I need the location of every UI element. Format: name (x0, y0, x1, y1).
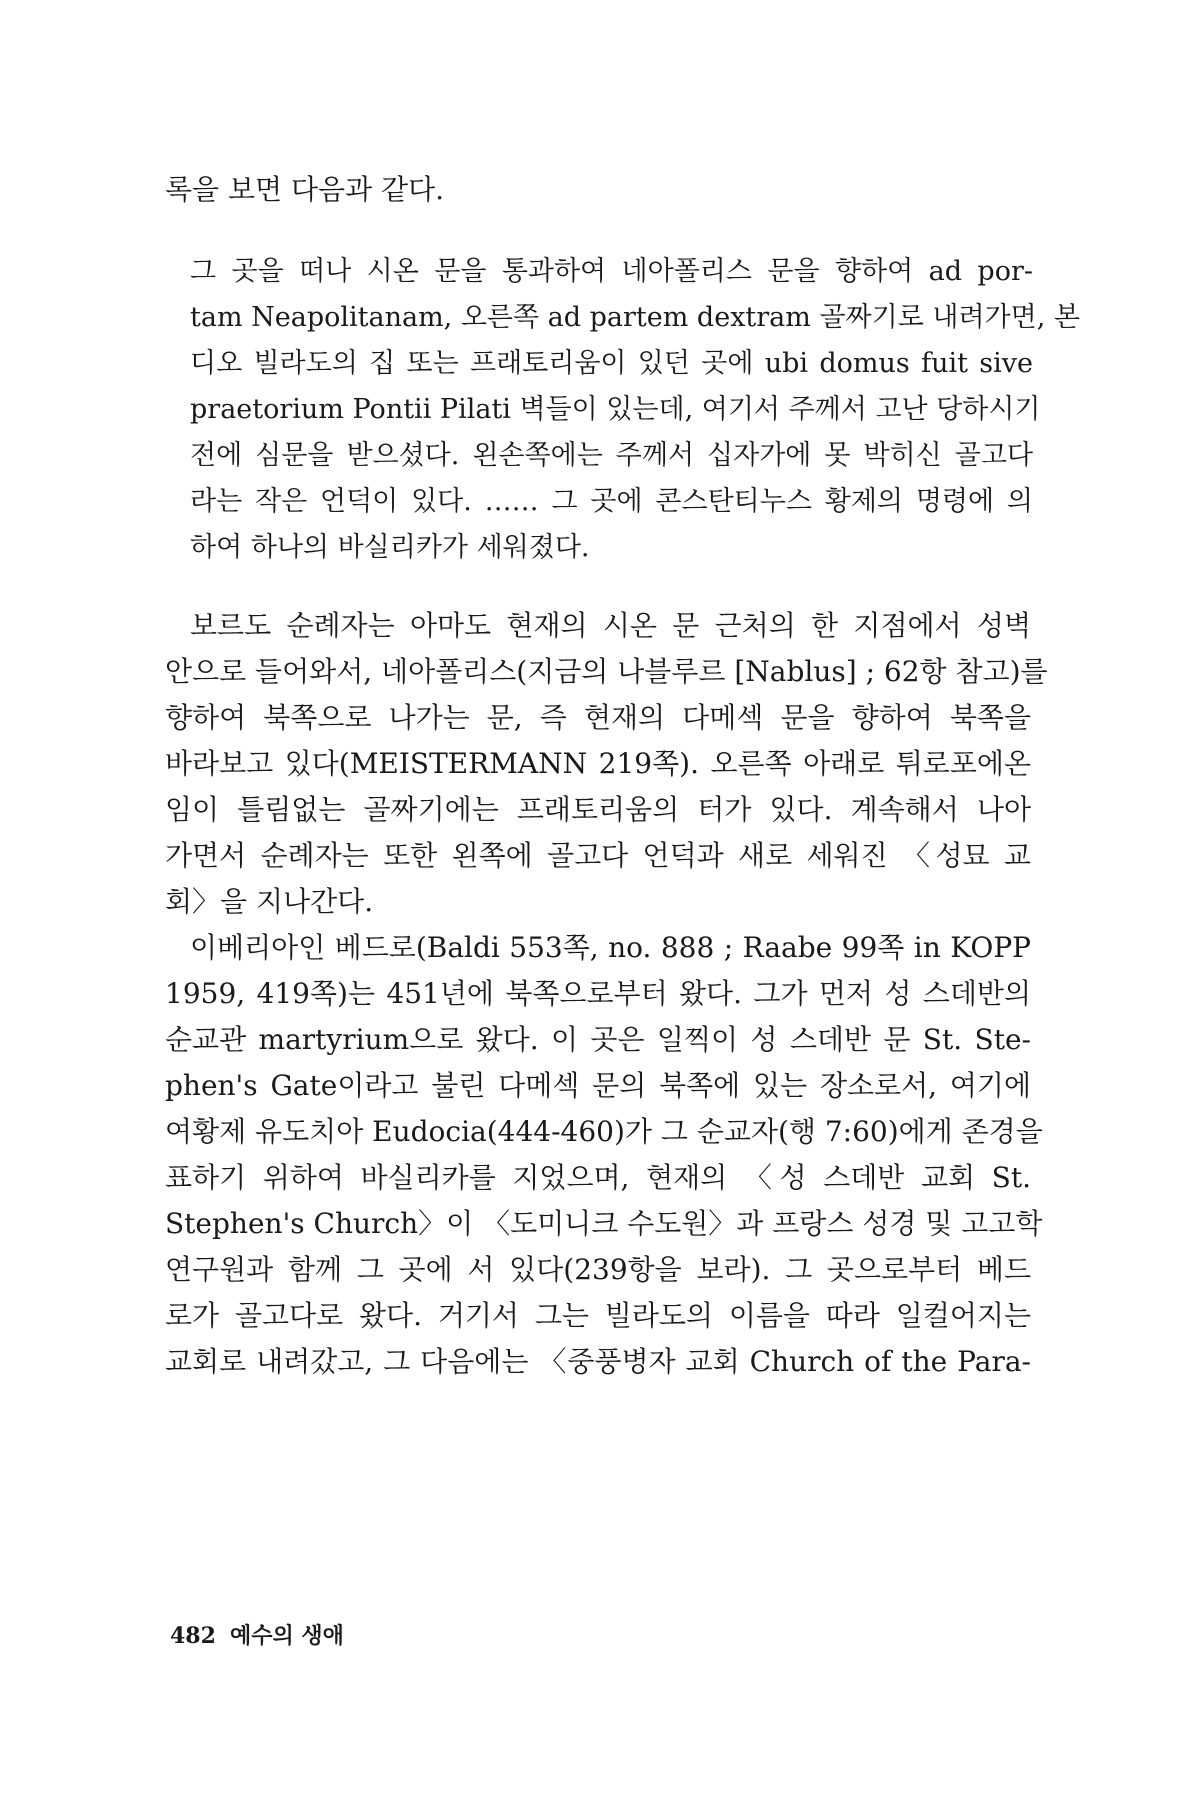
paragraph-line: 회〉을 지나간다. (165, 885, 374, 918)
paragraph-line: Stephen's Church〉이 〈도미니크 수도원〉과 프랑스 성경 및 고고학 (165, 1207, 1043, 1240)
paragraph-line: 순교관 martyrium으로 왔다. 이 곳은 일찍이 성 스데반 문 St. Ste- (165, 1023, 1031, 1056)
paragraph-line: 로가 골고다로 왔다. 거기서 그는 빌라도의 이름을 따라 일컬어지는 (165, 1299, 1031, 1332)
paragraph-line: 1959, 419쪽)는 451년에 북쪽으로부터 왔다. 그가 먼저 성 스데반의 (165, 977, 1031, 1010)
quote-line: praetorium Pontii Pilati 벽들이 있는데, 여기서 주께서 고난 당하시기 (190, 394, 1041, 425)
paragraph-line: 교회로 내려갔고, 그 다음에는 〈중풍병자 교회 Church of the Para- (165, 1345, 1031, 1378)
quote-line: 전에 심문을 받으셨다. 왼손쪽에는 주께서 십자가에 못 박히신 골고다 (190, 440, 1033, 471)
running-title: 예수의 생애 (229, 1624, 344, 1649)
quote-line: 그 곳을 떠나 시온 문을 통과하여 네아폴리스 문을 향하여 ad por- (190, 256, 1033, 287)
quote-line: tam Neapolitanam, 오른쪽 ad partem dextram 골짜기로 내려가면, 본 (190, 302, 1080, 333)
paragraph-line: 향하여 북쪽으로 나가는 문, 즉 현재의 다메섹 문을 향하여 북쪽을 (165, 701, 1031, 734)
page-footer (170, 1620, 344, 1653)
paragraph-line: phen's Gate이라고 불린 다메섹 문의 북쪽에 있는 장소로서, 여기에 (165, 1069, 1031, 1102)
paragraph-line: 임이 틀림없는 골짜기에는 프래토리움의 터가 있다. 계속해서 나아 (165, 793, 1031, 826)
page-number: 482 (170, 1623, 216, 1649)
paragraph-line: 바라보고 있다(MEISTERMANN 219쪽). 오른쪽 아래로 튀로포에온 (165, 747, 1031, 780)
paragraph-line: 보르도 순례자는 아마도 현재의 시온 문 근처의 한 지점에서 성벽 (190, 609, 1031, 642)
paragraph-line: 가면서 순례자는 또한 왼쪽에 골고다 언덕과 새로 세워진 〈성묘 교 (165, 839, 1031, 872)
intro-line: 록을 보면 다음과 같다. (165, 173, 445, 206)
paragraph-line: 여황제 유도치아 Eudocia(444-460)가 그 순교자(행 7:60)에게 존경을 (165, 1115, 1043, 1148)
quote-line: 디오 빌라도의 집 또는 프래토리움이 있던 곳에 ubi domus fuit sive (190, 348, 1033, 379)
paragraph-line: 연구원과 함께 그 곳에 서 있다(239항을 보라). 그 곳으로부터 베드 (165, 1253, 1031, 1286)
paragraph-line: 안으로 들어와서, 네아폴리스(지금의 나블루르 [Nablus] ; 62항 참고)를 (165, 655, 1048, 688)
quote-line: 라는 작은 언덕이 있다. …… 그 곳에 콘스탄티누스 황제의 명령에 의 (190, 486, 1033, 517)
paragraph-line: 표하기 위하여 바실리카를 지었으며, 현재의 〈성 스데반 교회 St. (165, 1161, 1031, 1194)
paragraph-line: 이베리아인 베드로(Baldi 553쪽, no. 888 ; Raabe 99쪽 in KOPP (190, 931, 1031, 964)
quote-line: 하여 하나의 바실리카가 세워졌다. (190, 532, 590, 563)
